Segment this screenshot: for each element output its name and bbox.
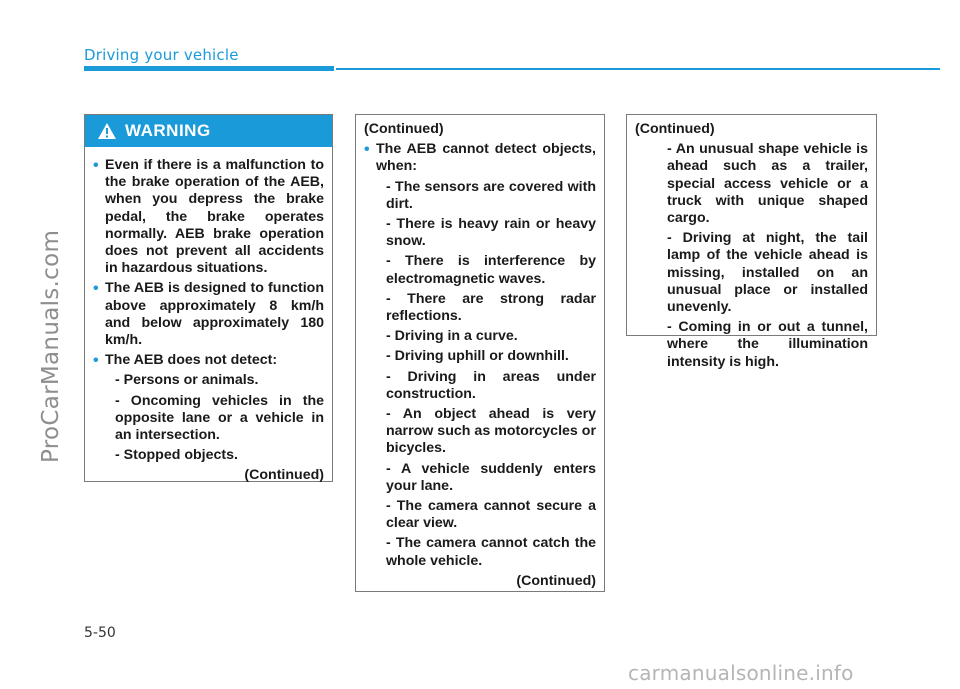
warning-sub-item: - Persons or animals. — [115, 372, 259, 389]
middle-bullet: • The AEB cannot detect objects, when: — [364, 141, 596, 175]
section-title: Driving your vehicle — [84, 46, 239, 64]
warning-header — [85, 115, 332, 147]
middle-item: - Driving in a curve. — [386, 328, 518, 345]
middle-item: - The sensors are covered with dirt. — [386, 178, 596, 212]
side-watermark: ProCarManuals.com — [38, 229, 64, 463]
warning-box — [84, 114, 333, 482]
warning-bullet: • The AEB does not detect: — [93, 352, 324, 369]
middle-item: - There is interference by electromagnetic waves. — [386, 253, 596, 287]
warning-title: WARNING — [125, 121, 211, 141]
continued-head: (Continued) — [635, 121, 715, 137]
right-item: - An unusual shape vehicle is ahead such as a trailer, special access vehicle or a truck with unique shaped cargo. — [667, 141, 868, 227]
continued-box-middle — [355, 114, 605, 592]
warning-triangle-icon — [97, 122, 117, 140]
right-item: - Driving at night, the tail lamp of the vehicle ahead is missing, installed on an unusual place or installed unevenly. — [667, 230, 868, 316]
middle-item: - The camera cannot catch the whole vehicle. — [386, 535, 596, 569]
page-number: 5-50 — [84, 625, 116, 641]
section-rule-thick — [84, 66, 334, 71]
bottom-watermark: carmanualsonline.info — [628, 661, 854, 685]
continued-label: (Continued) — [244, 467, 324, 484]
warning-sub-item: - Stopped objects. — [115, 447, 238, 464]
middle-item: - Driving uphill or downhill. — [386, 348, 569, 365]
continued-box-right — [626, 114, 877, 370]
warning-bullet: • Even if there is a malfunction to the brake operation of the AEB, when you depress the brake pedal, the brake operates normally. AEB brake operation does not prevent all accidents in hazardous situations. — [93, 157, 324, 277]
right-item: - Coming in or out a tunnel, where the illumination intensity is high. — [667, 319, 868, 370]
section-rule-thin — [336, 68, 940, 70]
continued-label: (Continued) — [516, 572, 596, 589]
middle-item: - The camera cannot secure a clear view. — [386, 498, 596, 532]
middle-item: - There are strong radar reflections. — [386, 290, 596, 325]
middle-item: - There is heavy rain or heavy snow. — [386, 216, 596, 250]
continued-head: (Continued) — [364, 121, 444, 137]
warning-sub-item: - Oncoming vehicles in the opposite lane or a vehicle in an intersection. — [115, 392, 324, 444]
middle-item: - A vehicle suddenly enters your lane. — [386, 460, 596, 494]
middle-item: - Driving in areas under construction. — [386, 368, 596, 402]
warning-bullet: • The AEB is designed to function above approximately 8 km/h and below approximately 180 km/h. — [93, 280, 324, 349]
middle-item: - An object ahead is very narrow such as motorcycles or bicycles. — [386, 406, 596, 457]
